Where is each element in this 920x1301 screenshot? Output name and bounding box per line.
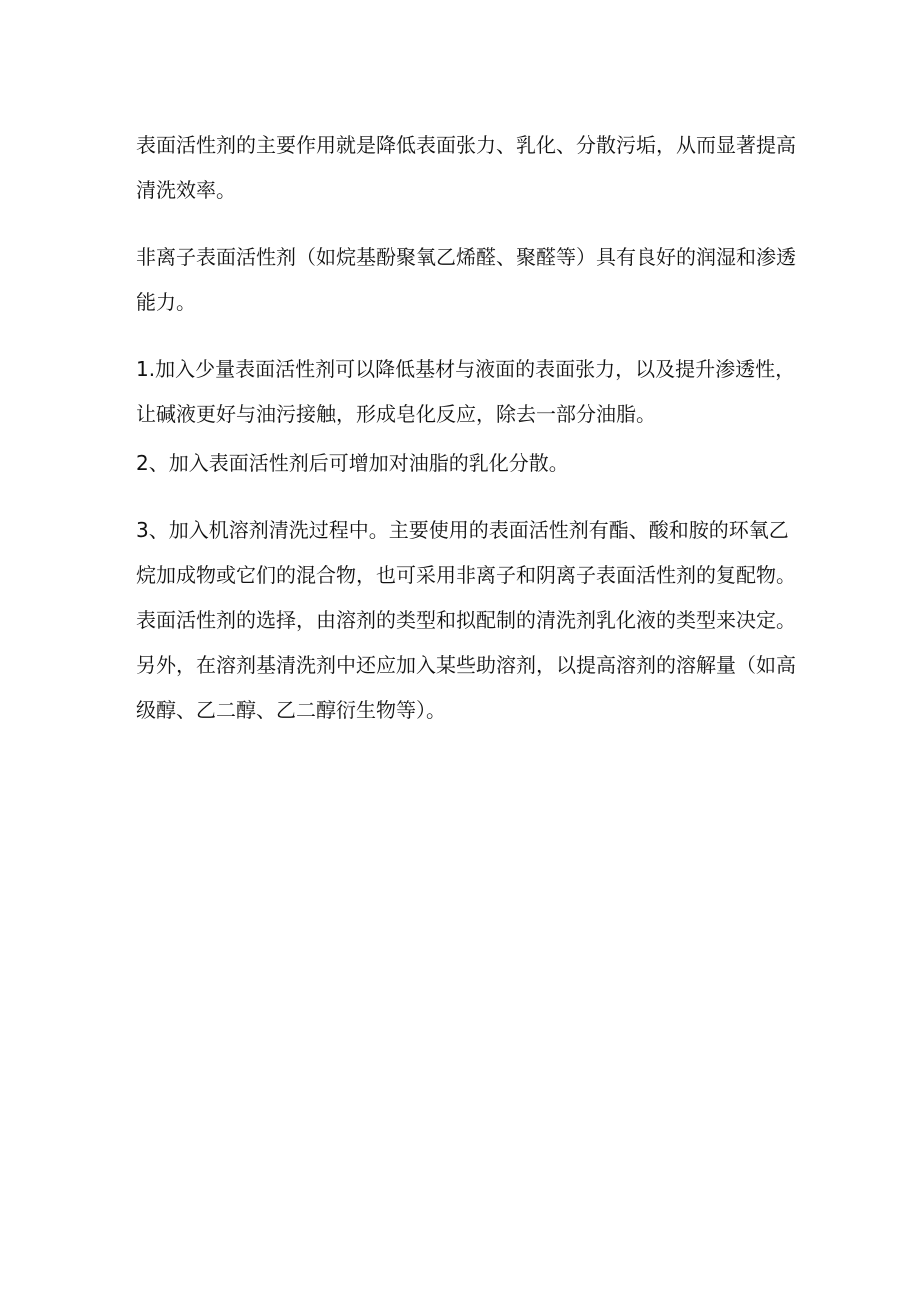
paragraph-point-3: 3、加入机溶剂清洗过程中。主要使用的表面活性剂有酯、酸和胺的环氧乙烷加成物或它们的混合物，也可采用非离子和阴离子表面活性剂的复配物。表面活性剂的选择，由溶剂的类型和拟配制的清洗剂乳化液的类型来决定。另外，在溶剂基清洗剂中还应加入某些助溶剂，以提高溶剂的溶解量（如高级醇、乙二醇、乙二醇衍生物等）。 (136, 518, 796, 722)
paragraph-point-2: 2、加入表面活性剂后可增加对油脂的乳化分散。 (136, 451, 569, 475)
paragraph-point-1: 1.加入少量表面活性剂可以降低基材与液面的表面张力，以及提升渗透性，让碱液更好与油污接触，形成皂化反应，除去一部分油脂。 (136, 357, 796, 426)
document-body (136, 123, 796, 733)
paragraph-nonionic-surfactant: 非离子表面活性剂（如烷基酚聚氧乙烯醛、聚醛等）具有良好的润湿和渗透能力。 (136, 245, 796, 314)
paragraph-surfactant-function: 表面活性剂的主要作用就是降低表面张力、乳化、分散污垢，从而显著提高清洗效率。 (136, 133, 796, 202)
